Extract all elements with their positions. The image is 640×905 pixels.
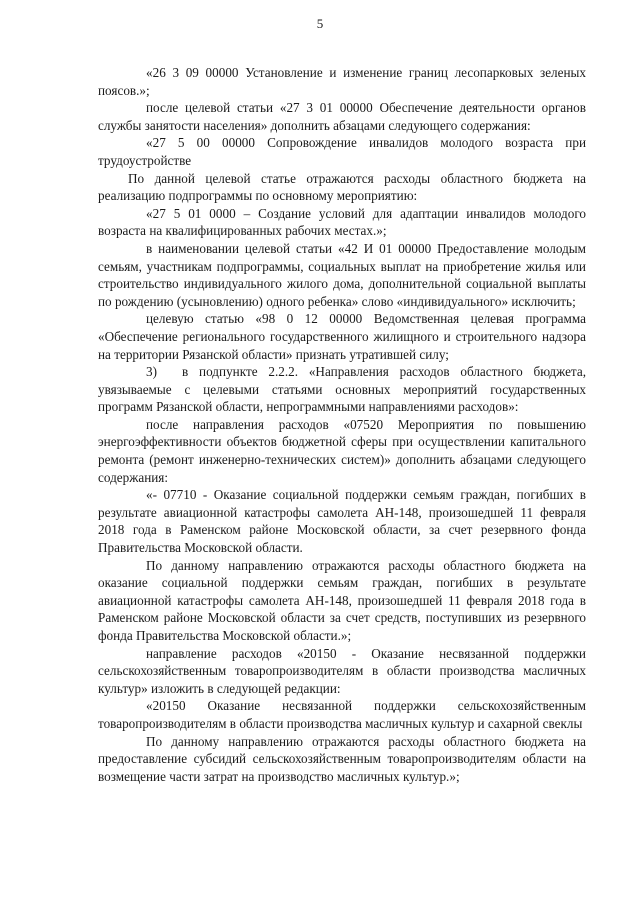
- paragraph-14: По данному направлению отражаются расходы областного бюджета на предоставление субсидий сельскохозяйственным товаропроизводителям области на возмещение части затрат на производство масличных культур.»;: [98, 733, 586, 784]
- paragraph-13: «20150 Оказание несвязанной поддержки сельскохозяйственным товаропроизводителям в области производства масличных культур и сахарной свеклы: [98, 698, 586, 731]
- paragraph-5: «27 5 01 0000 – Создание условий для адаптации инвалидов молодого возраста на квалифицированных рабочих местах.»;: [98, 205, 586, 239]
- paragraph-9: после направления расходов «07520 Мероприятия по повышению энергоэффективности объектов бюджетной сферы при осуществлении капитального ремонта (ремонт инженерно-технических систем)» дополнить абзацами следующего содержания:: [98, 416, 586, 485]
- item-number: 3): [146, 364, 157, 380]
- paragraph-8: [98, 363, 586, 416]
- paragraph-6: в наименовании целевой статьи «42 И 01 00000 Предоставление молодым семьям, участникам подпрограммы, социальных выплат на приобретение жилья или строительство индивидуального жилого дома, дополнительной социальной выплаты по рождению (усыновлению) одного ребенка» слово «индивидуального» исключить;: [98, 240, 586, 309]
- paragraph-8-text: в подпункте 2.2.2. «Направления расходов областного бюджета, увязываемые с целевыми статьями основных мероприятий государственных программ Рязанской области, непрограммными направлениями расходов»:: [98, 364, 586, 415]
- paragraph-2: после целевой статьи «27 3 01 00000 Обеспечение деятельности органов службы занятости населения» дополнить абзацами следующего содержания:: [98, 100, 586, 133]
- document-body: [98, 64, 586, 785]
- paragraph-12: направление расходов «20150 - Оказание несвязанной поддержки сельскохозяйственным товаропроизводителям в области производства масличных культур» изложить в следующей редакции:: [98, 645, 586, 696]
- paragraph-1: «26 3 09 00000 Установление и изменение границ лесопарковых зеленых поясов.»;: [98, 65, 586, 98]
- paragraph-3: «27 5 00 00000 Сопровождение инвалидов молодого возраста при трудоустройстве: [98, 135, 586, 168]
- page-number: 5: [316, 16, 324, 31]
- paragraph-11: По данному направлению отражаются расходы областного бюджета на оказание социальной поддержки семьям граждан, погибших в результате авиационной катастрофы самолета АН-148, произошедшей 11 февраля 2018 года в Раменском районе Московской области за счет средств, поступивших из резервного фонда Правительства Московской области.»;: [98, 557, 586, 643]
- paragraph-7: целевую статью «98 0 12 00000 Ведомственная целевая программа «Обеспечение регионального государственного жилищного и строительного надзора на территории Рязанской области» признать утратившей силу;: [98, 311, 586, 362]
- paragraph-4: По данной целевой статье отражаются расходы областного бюджета на реализацию подпрограммы по основному мероприятию:: [98, 170, 586, 204]
- paragraph-10: «- 07710 - Оказание социальной поддержки семьям граждан, погибших в результате авиационной катастрофы самолета АН-148, произошедшей 11 февраля 2018 года в Раменском районе Московской области, за счет резервного фонда Правительства Московской области.: [98, 487, 586, 556]
